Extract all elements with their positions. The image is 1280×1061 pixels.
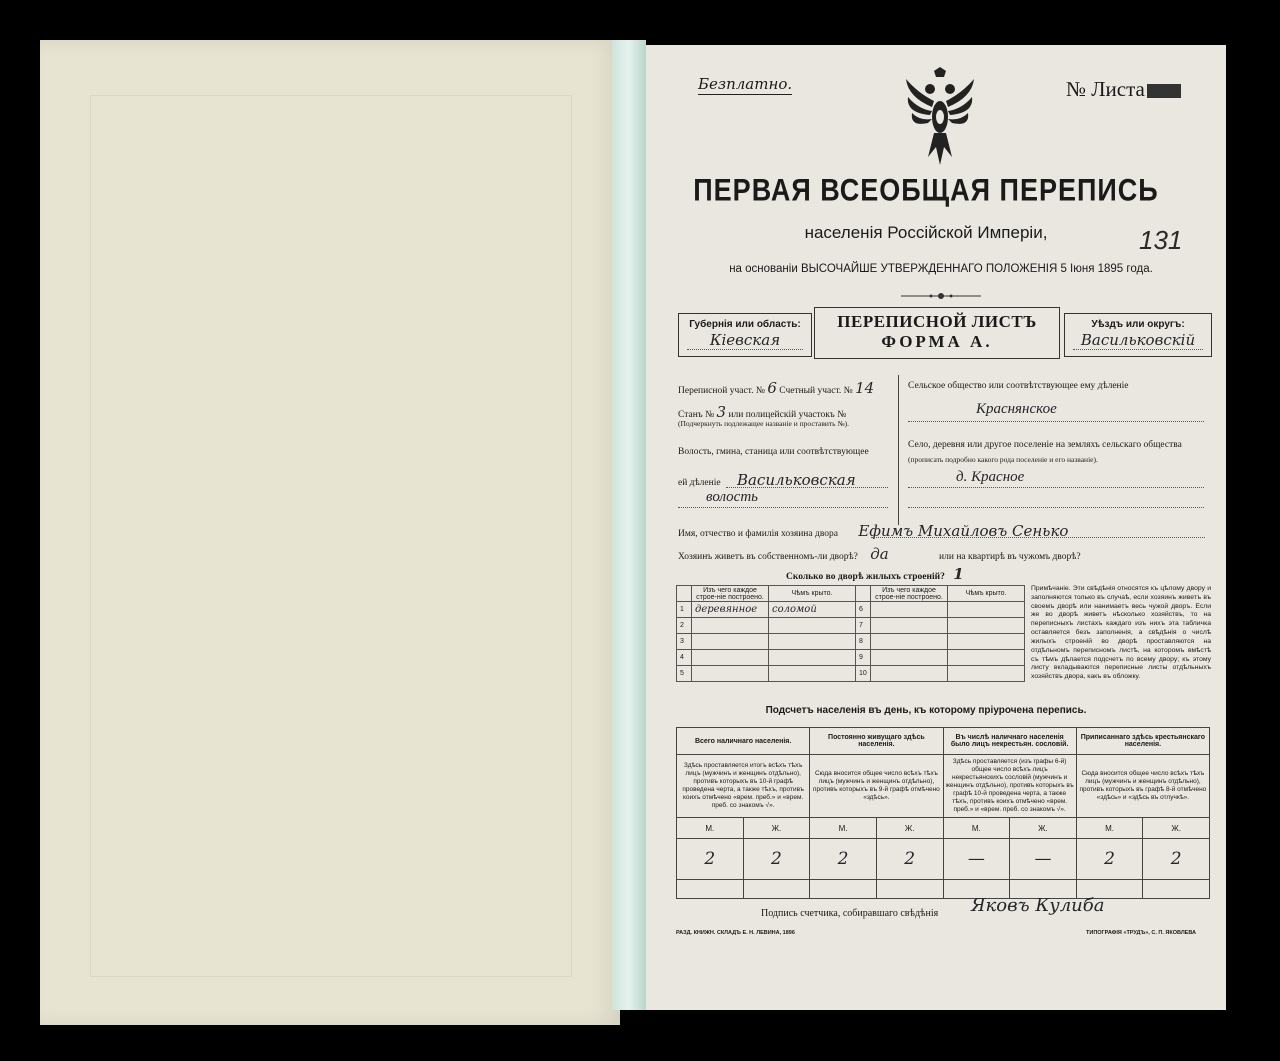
rented-label: или на квартирѣ въ чужомъ дворѣ? [939,552,1081,562]
enumerator-signature: Яковъ Кулиба [971,895,1105,916]
settlement-underline [908,487,1204,488]
left-blank-page [40,40,620,1025]
registered-peasant-male: 2 [1076,839,1143,880]
sex-female: Ж. [1143,818,1210,839]
ornament-divider-icon [901,291,981,301]
stan-value: 3 [716,403,727,421]
building-roof: соломой [769,602,856,618]
census-district-label: Переписной участ. № [678,386,765,396]
enumerator-signature-label: Подпись счетчика, собиравшаго свѣдѣнія [761,908,939,919]
district-value: Васильковскій [1073,331,1203,350]
owner-value: Ефимъ Михайловъ Сенько [858,522,1069,540]
non-peasant-female: — [1010,839,1077,880]
roof-header: Чѣмъ крыто. [769,586,856,602]
registered-peasant-header: Приписаннаго здѣсь крестьянскаго населенія. [1076,728,1209,755]
material-header: Изъ чего каждое строе-ніе построено. [692,586,769,602]
sex-female: Ж. [1010,818,1077,839]
buildings-note: Примѣчаніе. Эти свѣдѣнія относятся къ цѣлому двору и заполняются только въ случаѣ, если хозяинъ живетъ въ своемъ дворѣ или нанимаетъ весь чужой дворъ. Если же во дворѣ живетъ нѣсколько хозяйствъ, то на переписныхъ листахъ каждаго изъ нихъ эта табличка оставляется безъ заполненія, а свѣдѣнія о числѣ жилыхъ строеній во дворѣ проставляются на отдѣльномъ переписномъ листѣ, на которомъ вмѣстѣ съ тѣмъ дѣлается подсчетъ по всему двору; къ этому листу вкладываются переписные листы отдѣльныхъ хозяйствъ двора, какъ въ обложку. [1031,585,1211,681]
non-peasant-header: Въ числѣ наличнаго населенія было лицъ некрестьян. сословій. [943,728,1076,755]
bleed-through-ghost [90,95,572,977]
table-row: 3 8 [677,634,1025,650]
roof-header-2: Чѣмъ крыто. [948,586,1025,602]
permanent-header: Постоянно живущаго здѣсь населенія. [810,728,943,755]
community-label: Сельское общество или соотвѣтствующее ему дѣленіе [908,381,1129,391]
total-present-female: 2 [743,839,810,880]
sheet-number [1066,77,1181,102]
buildings-count-label: Сколько во дворѣ жилыхъ строеній? [786,572,945,582]
sex-female: Ж. [876,818,943,839]
stan-label: Станъ № [678,410,715,420]
form-title-box [814,307,1060,359]
governorate-value: Кіевская [687,331,803,350]
population-title: Подсчетъ населенія въ день, къ которому пріурочена перепись. [765,705,1087,716]
settlement-underline-2 [908,507,1204,508]
table-row: 5 10 [677,666,1025,682]
stan-note: (Подчеркнуть подлежащее названіе и проставить №). [678,419,849,428]
census-subtitle: населенія Россійской Имперіи, [804,223,1048,242]
own-yard-field [678,545,1081,563]
publisher-imprint: РАЗД. КНИЖН. СКЛАДЪ Е. Н. ЛЕВИНА, 1896 [676,930,795,936]
buildings-count-value: 1 [953,565,964,583]
building-material: деревянное [692,602,769,618]
permanent-female: 2 [876,839,943,880]
printer-imprint: ТИПОГРАФІЯ «ТРУДЪ», С. П. ЯКОВЛЕВА [1086,930,1197,936]
num-header [677,586,692,602]
census-form-page [646,45,1226,1010]
own-yard-value: да [870,545,889,563]
sex-male: М. [1076,818,1143,839]
governorate-label: Губернія или область: [689,319,801,330]
owner-label: Имя, отчество и фамилія хозяина двора [678,529,838,539]
district-label: Уѣздъ или округъ: [1091,319,1185,330]
free-label: Безплатно. [698,75,793,93]
num-header-2 [856,586,871,602]
non-peasant-desc: Здѣсь проставляется (изъ графы 6-й) общее число всѣхъ лицъ некрестьянскихъ сословій (мужчинъ и женщинъ отдѣльно), противъ которыхъ въ графѣ 10-й проведена черта, а также тѣхъ, противъ коихъ отмѣчено «врем. преб.» и «врем. преб. со знакомъ √». [943,755,1076,818]
governorate-box [678,313,812,357]
census-sheet-title: ПЕРЕПИСНОЙ ЛИСТЪ [837,312,1037,331]
census-title: ПЕРВАЯ ВСЕОБЩАЯ ПЕРЕПИСЬ [693,172,1159,208]
police-district-label: или полицейскій участокъ № [728,410,847,420]
sheet-number-label: № Листа [1066,77,1145,101]
column-divider [898,375,899,525]
own-yard-label: Хозяинъ живетъ въ собственномъ-ли дворѣ? [678,552,858,562]
sex-male: М. [810,818,877,839]
buildings-table [676,585,1025,682]
census-district-field [678,379,874,397]
settlement-note: (прописать подробно какого рода поселеніе и его названіе). [908,455,1098,464]
counting-district-label: Счетный участ. № [779,386,853,396]
material-header-2: Изъ чего каждое строе-ніе построено. [871,586,948,602]
table-row: 1 деревянное соломой 6 [677,602,1025,618]
registered-peasant-female: 2 [1143,839,1210,880]
buildings-count-field [786,565,964,583]
permanent-male: 2 [810,839,877,880]
community-value: Краснянское [976,401,1057,417]
population-table [676,727,1210,899]
sex-male: М. [677,818,744,839]
volost-value-2: волость [706,489,758,505]
binding-spine [612,40,646,1010]
sex-female: Ж. [743,818,810,839]
volost-underline [726,487,888,488]
settlement-value: д. Красное [956,469,1025,485]
volost-value: Васильковская [736,471,856,489]
district-box [1064,313,1212,357]
census-district-value: 6 [767,379,777,397]
settlement-label: Село, деревня или другое поселеніе на земляхъ сельскаго общества [908,440,1182,450]
registered-peasant-desc: Сюда вносится общее число всѣхъ тѣхъ лицъ (мужчинъ и женщинъ отдѣльно), противъ которыхъ въ графѣ 8-й отмѣчено «здѣсь» и «здѣсь въ отлучкѣ». [1076,755,1209,818]
sex-male: М. [943,818,1010,839]
total-present-header: Всего наличнаго населенія. [677,728,810,755]
permanent-desc: Сюда вносится общее число всѣхъ тѣхъ лицъ (мужчинъ и женщинъ отдѣльно), противъ которыхъ въ 9-й графѣ отмѣчено «здѣсь». [810,755,943,818]
total-present-desc: Здѣсь проставляется итогъ всѣхъ тѣхъ лицъ (мужчинъ и женщинъ отдѣльно), противъ которыхъ въ 10-й графѣ проведена черта, а также тѣхъ, противъ коихъ отмѣчено «врем. преб.» и «врем. преб. со знакомъ √». [677,755,810,818]
counting-district-value: 14 [855,379,875,397]
volost-underline-2 [678,507,888,508]
redacted-sheet-number [1147,84,1181,98]
legal-basis: на основаніи ВЫСОЧАЙШЕ УТВЕРЖДЕННАГО ПОЛОЖЕНІЯ 5 Іюня 1895 года. [729,263,1153,275]
owner-underline [871,537,1205,538]
community-underline [908,421,1204,422]
form-type: ФОРМА А. [881,332,993,351]
non-peasant-male: — [943,839,1010,880]
table-row: 2 7 [677,618,1025,634]
imperial-eagle-icon [904,67,976,169]
pencil-sheet-number: 131 [1139,225,1183,255]
volost-label: Волость, гмина, станица или соотвѣтствующее [678,447,869,457]
table-row: 4 9 [677,650,1025,666]
total-present-male: 2 [677,839,744,880]
volost-label-2: ей дѣленіе [678,478,721,488]
